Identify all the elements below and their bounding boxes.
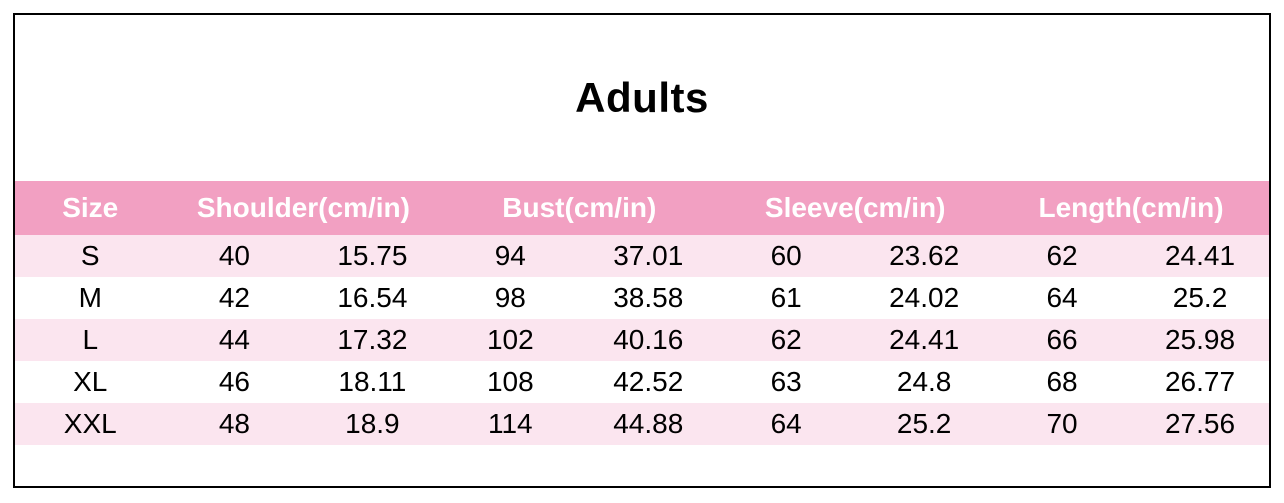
length-cm-cell: 66 <box>1046 324 1078 355</box>
shoulder-cm-cell: 46 <box>218 366 251 397</box>
page-title: Adults <box>575 74 709 121</box>
shoulder-cm-cell: 44 <box>218 324 251 355</box>
length-in-cell: 25.2 <box>1172 282 1228 313</box>
length-cm-cell: 62 <box>1046 240 1078 271</box>
shoulder-cm-cell: 40 <box>218 240 251 271</box>
length-cm-cell: 70 <box>1046 408 1078 439</box>
sleeve-in-cell: 24.8 <box>896 366 952 397</box>
sleeve-in-cell: 24.02 <box>889 282 960 313</box>
table-row-s <box>15 235 1269 277</box>
sleeve-in-cell: 23.62 <box>889 240 960 271</box>
table-header-row <box>15 181 1269 235</box>
table-row-l <box>15 319 1269 361</box>
bust-in-cell: 38.58 <box>613 282 684 313</box>
length-in-cell: 24.41 <box>1164 240 1236 271</box>
col-header-size: Size <box>62 192 119 223</box>
size-table <box>15 181 1269 445</box>
title-area <box>15 15 1269 181</box>
col-header-length: Length(cm/in) <box>1038 192 1224 223</box>
length-cm-cell: 68 <box>1046 366 1078 397</box>
shoulder-in-cell: 16.54 <box>337 282 408 313</box>
bust-cm-cell: 114 <box>487 408 533 439</box>
length-in-cell: 26.77 <box>1164 366 1236 397</box>
shoulder-in-cell: 18.11 <box>338 366 407 397</box>
length-in-cell: 25.98 <box>1164 324 1236 355</box>
col-header-bust: Bust(cm/in) <box>502 192 657 223</box>
shoulder-in-cell: 18.9 <box>345 408 400 439</box>
col-header-shoulder: Shoulder(cm/in) <box>196 192 410 223</box>
chart-frame <box>13 13 1271 488</box>
bust-in-cell: 37.01 <box>613 240 684 271</box>
bust-cm-cell: 98 <box>494 282 526 313</box>
sleeve-cm-cell: 61 <box>770 282 802 313</box>
shoulder-in-cell: 17.32 <box>337 324 408 355</box>
table-row-xl <box>15 361 1269 403</box>
bust-cm-cell: 94 <box>494 240 526 271</box>
table-row-m <box>15 277 1269 319</box>
table-row-xxl <box>15 403 1269 445</box>
col-header-sleeve: Sleeve(cm/in) <box>764 192 946 223</box>
sleeve-in-cell: 25.2 <box>896 408 952 439</box>
bust-cm-cell: 102 <box>486 324 534 355</box>
size-cell: M <box>78 282 102 313</box>
length-in-cell: 27.56 <box>1164 408 1236 439</box>
bust-in-cell: 42.52 <box>613 366 684 397</box>
size-cell: L <box>82 324 99 355</box>
sleeve-cm-cell: 63 <box>770 366 802 397</box>
size-cell: XXL <box>63 408 117 439</box>
shoulder-in-cell: 15.75 <box>337 240 408 271</box>
shoulder-cm-cell: 48 <box>218 408 251 439</box>
length-cm-cell: 64 <box>1046 282 1078 313</box>
sleeve-cm-cell: 62 <box>770 324 802 355</box>
bust-in-cell: 40.16 <box>613 324 684 355</box>
size-cell: XL <box>73 366 108 397</box>
shoulder-cm-cell: 42 <box>218 282 251 313</box>
size-cell: S <box>80 240 100 271</box>
bust-in-cell: 44.88 <box>613 408 684 439</box>
sleeve-in-cell: 24.41 <box>889 324 960 355</box>
sleeve-cm-cell: 64 <box>770 408 802 439</box>
bust-cm-cell: 108 <box>486 366 534 397</box>
sleeve-cm-cell: 60 <box>770 240 802 271</box>
